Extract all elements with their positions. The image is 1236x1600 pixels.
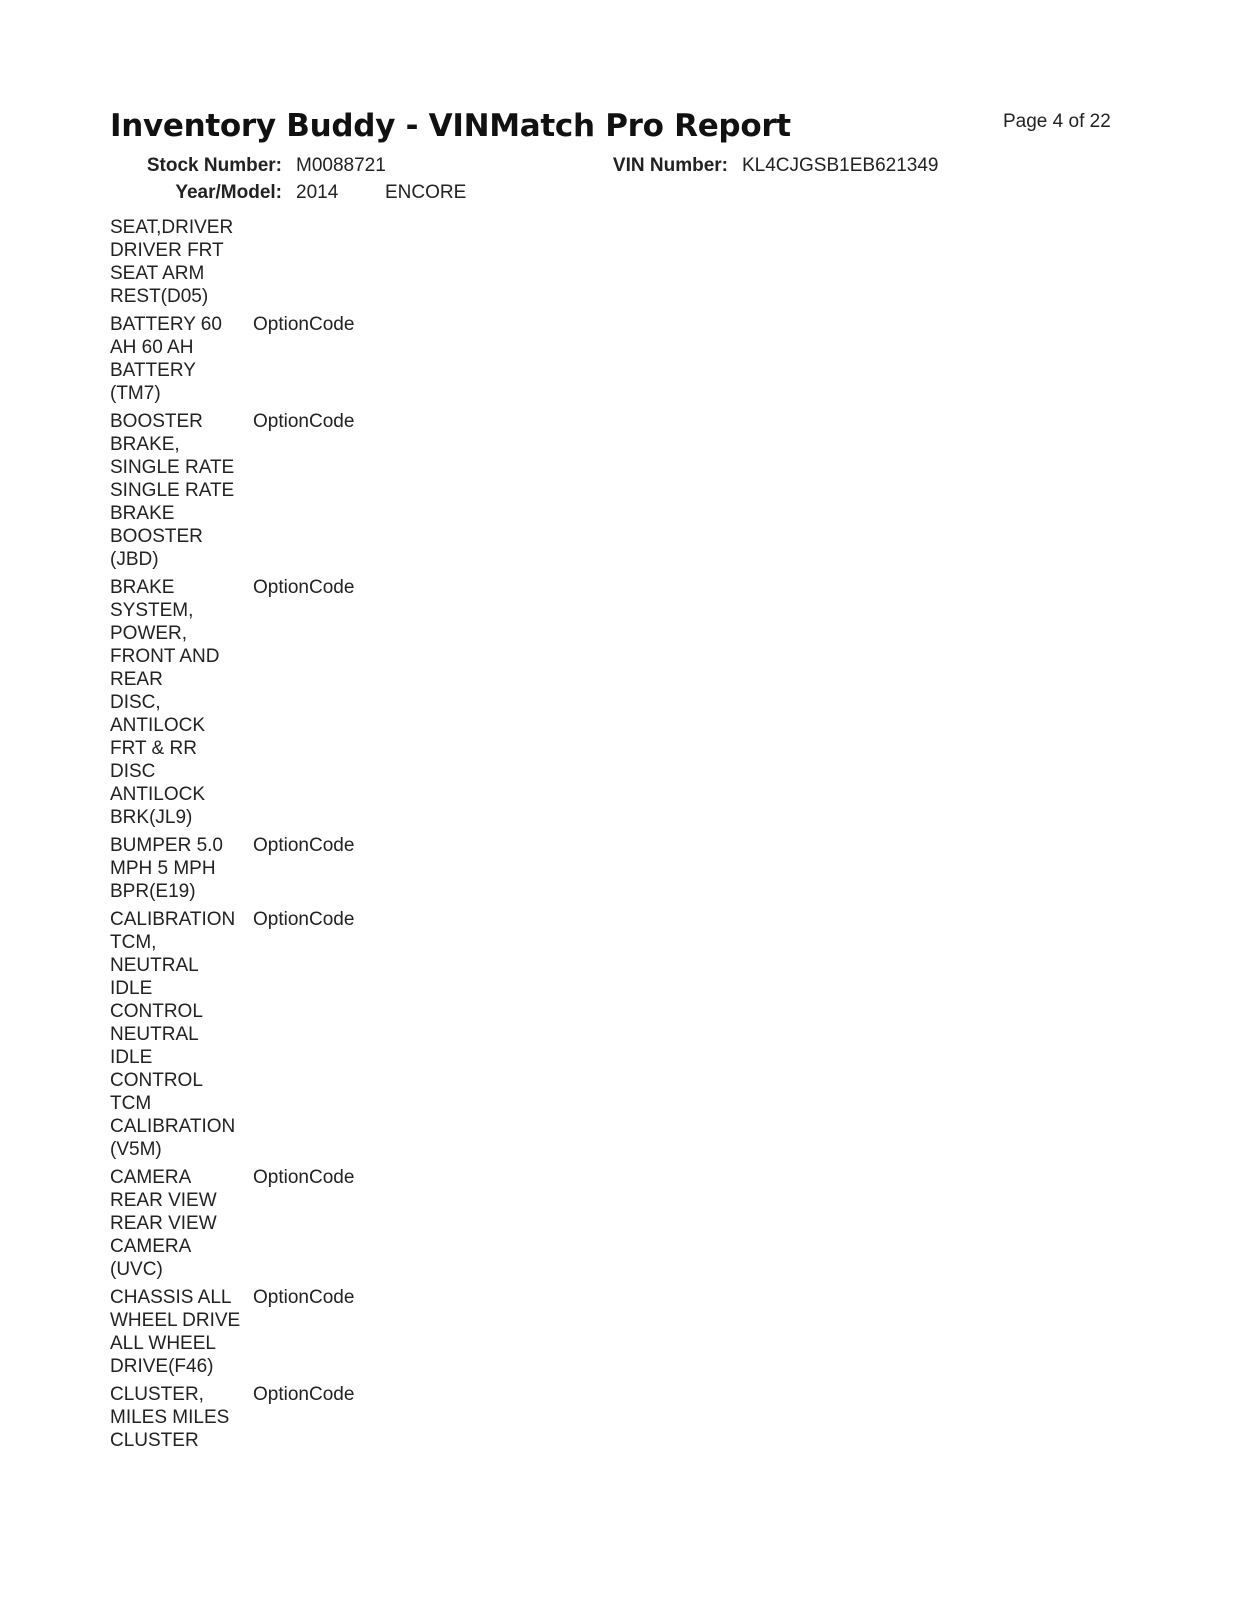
option-type: OptionCode xyxy=(253,1167,355,1188)
year-value: 2014 xyxy=(296,182,339,203)
stock-number-value: M0088721 xyxy=(296,155,386,176)
option-row xyxy=(110,313,354,405)
option-row xyxy=(110,576,354,829)
option-row xyxy=(110,834,354,903)
option-row xyxy=(110,908,354,1161)
year-model-label: Year/Model: xyxy=(175,182,282,203)
option-type: OptionCode xyxy=(253,577,355,598)
model-value: ENCORE xyxy=(385,182,467,203)
option-description: BRAKE SYSTEM, POWER, FRONT AND REAR DISC, ANTILOCK FRT & RR DISC ANTILOCK BRK(JL9) xyxy=(110,577,220,828)
option-description: BOOSTER BRAKE, SINGLE RATE SINGLE RATE BRAKE BOOSTER (JBD) xyxy=(110,411,235,570)
vin-number-value: KL4CJGSB1EB621349 xyxy=(742,155,939,176)
option-row xyxy=(110,1383,354,1452)
option-description: BATTERY 60 AH 60 AH BATTERY (TM7) xyxy=(110,314,222,404)
option-row xyxy=(110,1286,354,1378)
option-row xyxy=(110,216,354,308)
option-description: CLUSTER, MILES MILES CLUSTER xyxy=(110,1384,230,1451)
option-description: SEAT,DRIVER DRIVER FRT SEAT ARM REST(D05) xyxy=(110,217,234,307)
option-row xyxy=(110,1166,354,1281)
report-title: Inventory Buddy - VINMatch Pro Report xyxy=(110,108,791,144)
option-type: OptionCode xyxy=(253,1384,355,1405)
page-number: Page 4 of 22 xyxy=(1003,111,1111,132)
option-description: CAMERA REAR VIEW REAR VIEW CAMERA (UVC) xyxy=(110,1167,217,1280)
option-type: OptionCode xyxy=(253,835,355,856)
option-type: OptionCode xyxy=(253,411,355,432)
option-description: CHASSIS ALL WHEEL DRIVE ALL WHEEL DRIVE(F46) xyxy=(110,1287,241,1377)
option-row xyxy=(110,410,354,571)
option-type: OptionCode xyxy=(253,1287,355,1308)
stock-number-label: Stock Number: xyxy=(146,155,282,176)
option-type: OptionCode xyxy=(253,909,355,930)
option-type: OptionCode xyxy=(253,314,355,335)
option-list xyxy=(110,216,354,1457)
option-description: BUMPER 5.0 MPH 5 MPH BPR(E19) xyxy=(110,835,223,902)
option-description: CALIBRATION TCM, NEUTRAL IDLE CONTROL NEUTRAL IDLE CONTROL TCM CALIBRATION (V5M) xyxy=(110,909,236,1160)
vin-number-label: VIN Number: xyxy=(612,155,728,176)
